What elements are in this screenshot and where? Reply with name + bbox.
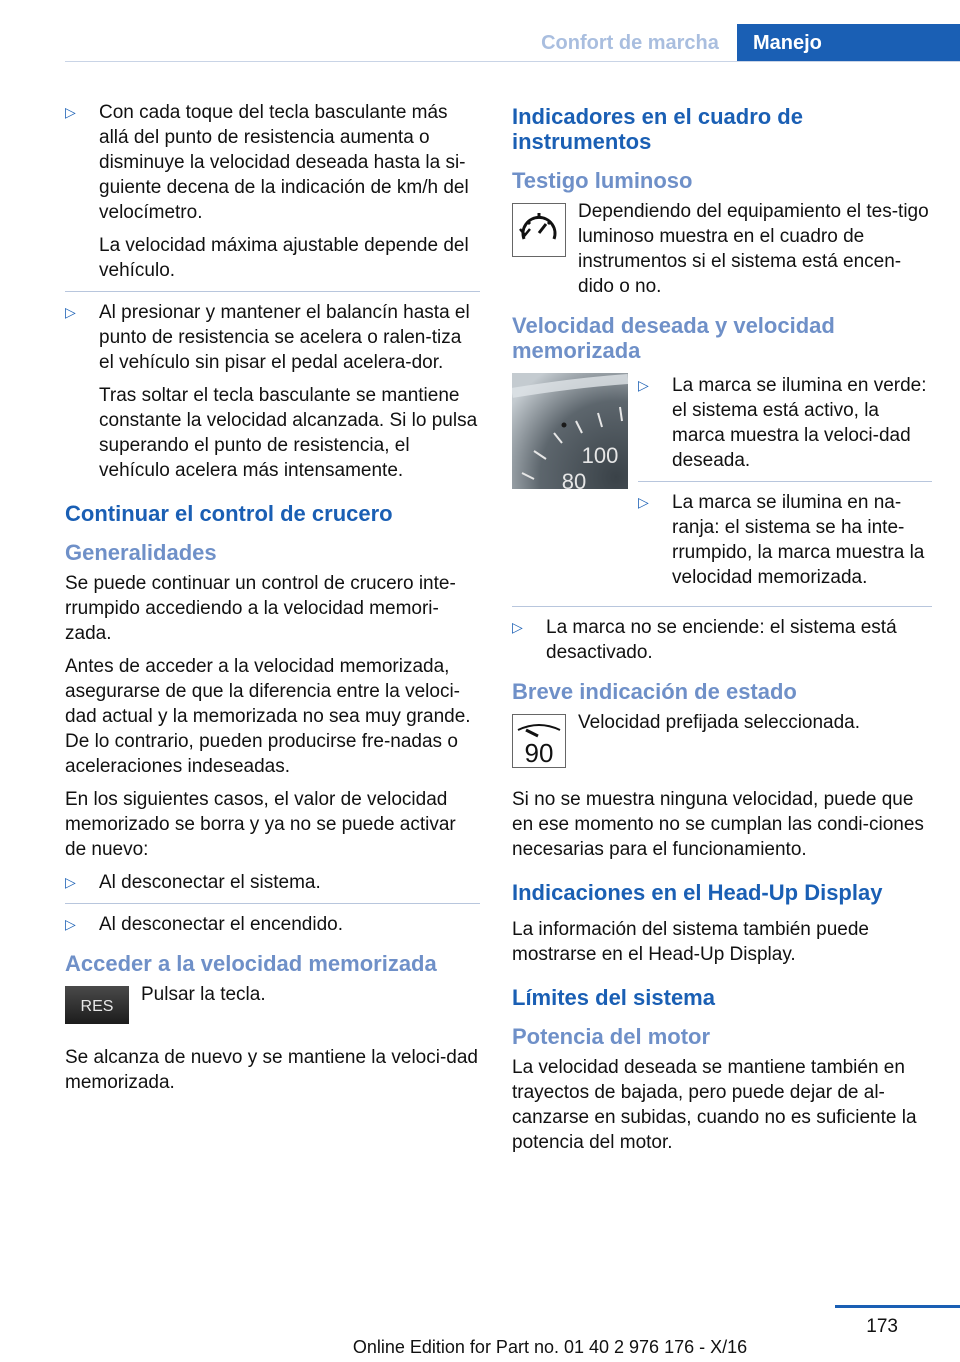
list-item-text: La marca no se enciende: el sistema está desactivado. — [546, 617, 897, 663]
gauge-section — [512, 373, 932, 598]
status-text: Velocidad prefijada seleccionada. — [578, 712, 861, 733]
heading-testigo: Testigo luminoso — [512, 168, 693, 193]
left-column — [65, 100, 480, 1103]
testigo-row — [512, 199, 932, 299]
divider — [65, 291, 480, 292]
triangle-bullet-icon: ▷ — [512, 619, 523, 635]
page-number: 173 — [866, 1316, 898, 1337]
divider — [512, 606, 932, 607]
res-label: RES — [80, 998, 114, 1015]
paragraph: Se alcanza de nuevo y se mantiene la veloci-dad memorizada. — [65, 1047, 478, 1093]
list-item-text: Al desconectar el sistema. — [99, 872, 321, 893]
list-item — [65, 912, 480, 937]
set-speed-value: 90 — [524, 738, 554, 768]
list-item — [65, 300, 480, 483]
gauge-list — [638, 373, 932, 598]
header-rule — [65, 61, 960, 62]
triangle-bullet-icon: ▷ — [65, 104, 76, 120]
divider — [638, 481, 932, 482]
paragraph: Si no se muestra ninguna velocidad, puede que en ese momento no se cumplan las condi-ciones necesarias para el funcionamiento. — [512, 789, 924, 860]
heading-breve: Breve indicación de estado — [512, 679, 797, 704]
list-item-text: La marca se ilumina en na-ranja: el sistema se ha inte-rrumpido, la marca muestra la velocidad memorizada. — [672, 492, 925, 588]
list-item-text: Al desconectar el encendido. — [99, 914, 343, 935]
paragraph: La información del sistema también puede mostrarse en el Head-Up Display. — [512, 919, 869, 965]
heading-generalidades: Generalidades — [65, 540, 217, 565]
paragraph: Antes de acceder a la velocidad memorizada, asegurarse de que la diferencia entre la veloci-dad actual y la memorizada no sea muy grande. De lo contrario, pueden producirse fre-nadas o aceleraciones indeseadas. — [65, 656, 471, 777]
divider — [65, 903, 480, 904]
list-item — [638, 373, 932, 473]
res-button-icon — [65, 986, 129, 1031]
list-item-note: Tras soltar el tecla basculante se mantiene constante la velocidad alcanzada. Si lo pulsa superando el punto de resistencia, el vehículo acelera más intensamente. — [99, 385, 478, 481]
heading-velocidad: Velocidad deseada y velocidad memorizada — [512, 313, 835, 363]
list-item — [512, 615, 932, 665]
status-row — [512, 710, 932, 775]
heading-limites: Límites del sistema — [512, 985, 715, 1010]
heading-continuar: Continuar el control de crucero — [65, 501, 393, 526]
set-speed-display-icon — [512, 714, 566, 775]
gauge-label: 100 — [581, 443, 619, 468]
triangle-bullet-icon: ▷ — [65, 874, 76, 890]
list-item-text: La marca se ilumina en verde: el sistema está activo, la marca muestra la veloci-dad deseada. — [672, 375, 927, 471]
testigo-text: Dependiendo del equipamiento el tes-tigo luminoso muestra en el cuadro de instrumentos si el sistema está encen-dido o no. — [578, 201, 929, 297]
right-column — [512, 100, 932, 1163]
header-tab-section: Confort de marcha — [541, 32, 719, 54]
cruise-control-indicator-icon — [512, 203, 566, 264]
res-text: Pulsar la tecla. — [141, 984, 266, 1005]
heading-acceder: Acceder a la velocidad memorizada — [65, 951, 437, 976]
header-tab-chapter: Manejo — [737, 24, 960, 62]
footer-rule — [835, 1305, 960, 1308]
list-item — [65, 100, 480, 283]
paragraph: Se puede continuar un control de crucero inte-rrumpido accediendo a la velocidad memori-zada. — [65, 573, 456, 644]
triangle-bullet-icon: ▷ — [638, 494, 649, 510]
triangle-bullet-icon: ▷ — [65, 916, 76, 932]
heading-potencia: Potencia del motor — [512, 1024, 711, 1049]
heading-hud: Indicaciones en el Head-Up Display — [512, 880, 883, 905]
paragraph: En los siguientes casos, el valor de velocidad memorizado se borra y ya no se puede activar de nuevo: — [65, 789, 456, 860]
paragraph: La velocidad deseada se mantiene también en trayectos de bajada, pero puede dejar de al-canzarse en subidas, cuando no es suficiente la potencia del motor. — [512, 1057, 917, 1153]
list-item-note: La velocidad máxima ajustable depende del vehículo. — [99, 235, 469, 281]
list-item — [638, 490, 932, 590]
res-row — [65, 982, 480, 1031]
heading-indicadores: Indicadores en el cuadro de instrumentos — [512, 104, 803, 154]
triangle-bullet-icon: ▷ — [638, 377, 649, 393]
triangle-bullet-icon: ▷ — [65, 304, 76, 320]
gauge-label: 80 — [561, 469, 587, 489]
list-item-text: Al presionar y mantener el balancín hasta el punto de resistencia se acelera o ralen-tiza el vehículo sin pisar el pedal acelera-dor. — [99, 302, 470, 373]
speedometer-image — [512, 373, 628, 598]
list-item — [65, 870, 480, 895]
list-item-text: Con cada toque del tecla basculante más allá del punto de resistencia aumenta o disminuye la velocidad deseada hasta la si-guiente decena de la indicación de km/h del velocímetro. — [99, 102, 469, 223]
footer-edition: Online Edition for Part no. 01 40 2 976 176 - X/16 — [352, 1337, 748, 1357]
